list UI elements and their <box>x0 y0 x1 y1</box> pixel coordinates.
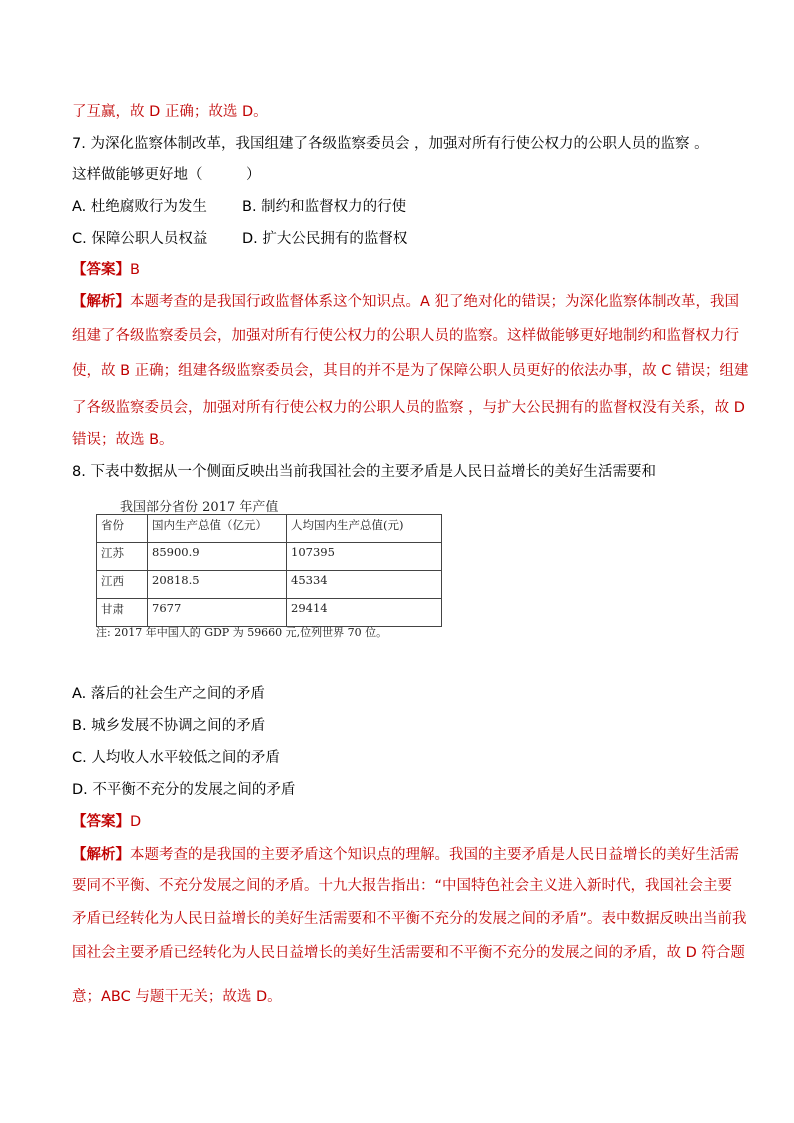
cell-gdp: 7677 <box>148 599 287 627</box>
table-header-row <box>97 515 442 543</box>
q7-stem-line1: 7. 为深化监察体制改革，我国组建了各级监察委员会 ，加强对所有行使公权力的公职人员的监察 。 <box>72 136 709 152</box>
q8-answer-value: D <box>130 814 142 830</box>
q8-answer-label: 【答案】 <box>72 814 130 830</box>
q8-option-b: B. 城乡发展不协调之间的矛盾 <box>72 718 266 734</box>
cell-gdp-per-capita: 107395 <box>287 543 442 571</box>
q8-analysis-text: 本题考查的是我国的主要矛盾这个知识点的理解。我国的主要矛盾是人民日益增长的美好生活需 <box>130 847 739 863</box>
header-gdp: 国内生产总值（亿元） <box>148 515 287 543</box>
cell-province: 甘肃 <box>97 599 148 627</box>
q8-answer <box>72 812 141 832</box>
q7-option-d: D. 扩大公民拥有的监督权 <box>242 231 408 247</box>
q8-analysis-line2: 要同不平衡、不充分发展之间的矛盾。十九大报告指出：“中国特色社会主义进入新时代，我国社会主要 <box>72 878 733 894</box>
q7-option-a: A. 杜绝腐败行为发生 <box>72 199 207 215</box>
q7-stem-line2: 这样做能够更好地（ ） <box>72 167 261 183</box>
cell-province: 江苏 <box>97 543 148 571</box>
q8-analysis-line3: 矛盾已经转化为人民日益增长的美好生活需要和不平衡不充分的发展之间的矛盾”。表中数据反映出当前我 <box>72 911 747 927</box>
header-gdp-per-capita: 人均国内生产总值(元) <box>287 515 442 543</box>
cell-gdp-per-capita: 29414 <box>287 599 442 627</box>
q7-analysis-line1 <box>72 292 739 312</box>
figure-title: 我国部分省份 2017 年产值 <box>120 500 279 515</box>
figure-note: 注: 2017 年中国人的 GDP 为 59660 元,位列世界 70 位。 <box>96 626 388 639</box>
table-row <box>97 571 442 599</box>
cell-gdp-per-capita: 45334 <box>287 571 442 599</box>
q7-analysis-line2: 组建了各级监察委员会，加强对所有行使公权力的公职人员的监察。这样做能够更好地制约和监督权力行 <box>72 328 739 344</box>
q7-analysis-line5: 错误；故选 B。 <box>72 432 174 448</box>
header-province: 省份 <box>97 515 148 543</box>
q7-answer-value: B <box>130 262 140 278</box>
table-row <box>97 599 442 627</box>
table-row <box>97 543 442 571</box>
gdp-table <box>96 514 442 627</box>
cell-gdp: 20818.5 <box>148 571 287 599</box>
q7-analysis-text: 本题考查的是我国行政监督体系这个知识点。A 犯了绝对化的错误；为深化监察体制改革，我国 <box>130 294 740 310</box>
cell-province: 江西 <box>97 571 148 599</box>
q7-answer <box>72 260 140 280</box>
q8-option-a: A. 落后的社会生产之间的矛盾 <box>72 686 265 702</box>
q8-option-c: C. 人均收人水平较低之间的矛盾 <box>72 750 280 766</box>
q7-analysis-line3: 使，故 B 正确；组建各级监察委员会，其目的并不是为了保障公职人员更好的依法办事，故 C 错误；组建 <box>72 363 749 379</box>
q8-analysis-line5: 意；ABC 与题干无关；故选 D。 <box>72 989 282 1005</box>
q8-option-d: D. 不平衡不充分的发展之间的矛盾 <box>72 782 296 798</box>
q7-option-b: B. 制约和监督权力的行使 <box>242 199 407 215</box>
q8-analysis-line4: 国社会主要矛盾已经转化为人民日益增长的美好生活需要和不平衡不充分的发展之间的矛盾，故 D 符合题 <box>72 945 745 961</box>
q8-analysis-line1 <box>72 845 739 865</box>
q7-answer-label: 【答案】 <box>72 262 130 278</box>
q7-analysis-line4: 了各级监察委员会，加强对所有行使公权力的公职人员的监察 ，与扩大公民拥有的监督权没有关系，故 D <box>72 400 745 416</box>
q6-conclusion: 了互赢，故 D 正确；故选 D。 <box>72 104 268 120</box>
q8-analysis-label: 【解析】 <box>72 847 130 863</box>
q7-option-c: C. 保障公职人员权益 <box>72 231 208 247</box>
q7-analysis-label: 【解析】 <box>72 294 130 310</box>
cell-gdp: 85900.9 <box>148 543 287 571</box>
q8-stem: 8. 下表中数据从一个侧面反映出当前我国社会的主要矛盾是人民日益增长的美好生活需要和 <box>72 464 656 480</box>
